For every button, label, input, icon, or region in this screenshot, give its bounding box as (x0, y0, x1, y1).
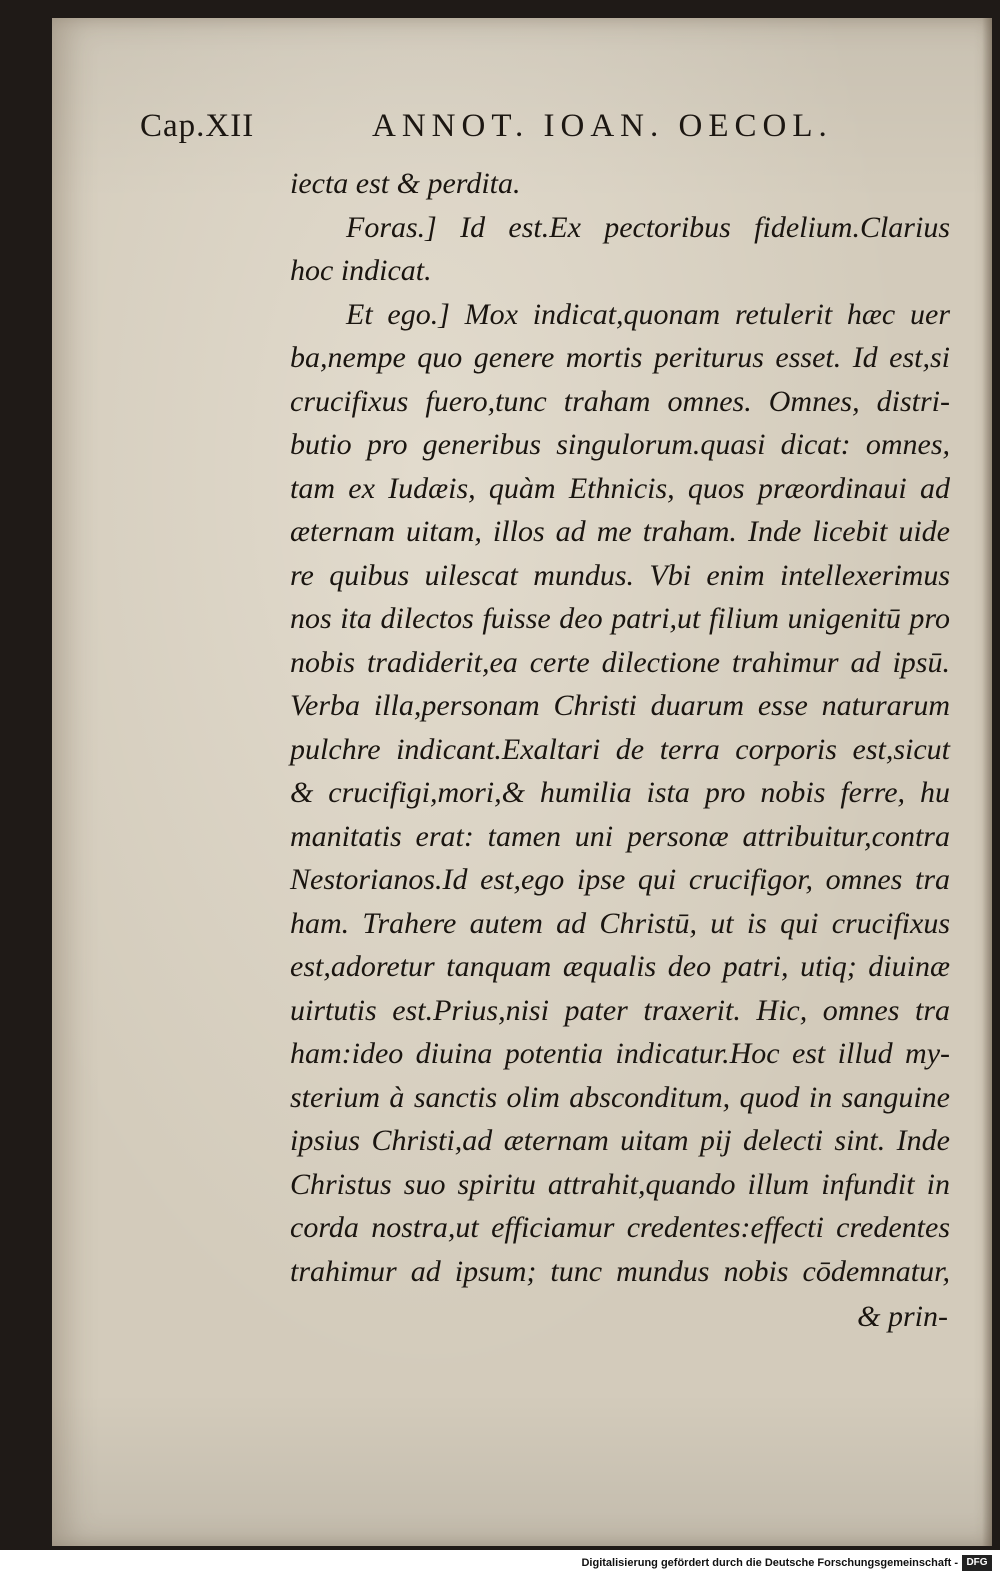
text-line: Nestorianos.Id est,ego ipse qui crucifigor, omnes tra (290, 863, 950, 896)
chapter-label: Cap.XII (140, 108, 255, 144)
text-line: tam ex Iudæis, quàm Ethnicis, quos præordinaui ad (290, 471, 950, 505)
text-line: ham. Trahere autem ad Christū, ut is qui crucifixus (290, 906, 950, 940)
running-head (140, 108, 960, 158)
text-line: hoc indicat. (290, 254, 432, 287)
text-line: manitatis erat: tamen uni personæ attribuitur,contra (290, 819, 950, 853)
text-line: nobis tradiderit,ea certe dilectione trahimur ad ipsū. (290, 645, 950, 679)
text-line: æternam uitam, illos ad me traham. Inde licebit uide (290, 515, 950, 548)
book-page (52, 18, 992, 1546)
text-line: uirtutis est.Prius,nisi pater traxerit. Hic, omnes tra (290, 993, 950, 1027)
text-line: ipsius Christi,ad æternam uitam pij delecti sint. Inde (290, 1124, 950, 1157)
dfg-logo: DFG (962, 1555, 992, 1571)
text-line: Et ego.] Mox indicat,quonam retulerit hæc uer (346, 297, 950, 331)
text-line: & crucifigi,mori,& humilia ista pro nobis ferre, hu (290, 776, 950, 809)
footer-credit: Digitalisierung gefördert durch die Deutsche Forschungsgemeinschaft - (581, 1557, 958, 1569)
text-line: ba,nempe quo genere mortis periturus esset. Id est,si (290, 341, 950, 374)
text-line: ham:ideo diuina potentia indicatur.Hoc est illud my- (290, 1037, 950, 1070)
catchword: & prin- (857, 1300, 948, 1333)
running-title: ANNOT. IOAN. OECOL. (372, 108, 833, 144)
text-line: re quibus uilescat mundus. Vbi enim intellexerimus (290, 558, 950, 592)
text-line: crucifixus fuero,tunc traham omnes. Omnes, distri- (290, 384, 950, 418)
body-text (290, 162, 950, 1293)
page-edge-shadow (982, 18, 992, 1546)
text-line: iecta est & perdita. (290, 167, 521, 200)
text-line: pulchre indicant.Exaltari de terra corporis est,sicut (290, 732, 950, 766)
text-line: corda nostra,ut efficiamur credentes:effecti credentes (290, 1211, 950, 1244)
text-line: Verba illa,personam Christi duarum esse naturarum (290, 689, 950, 722)
text-line: Christus suo spiritu attrahit,quando illum infundit in (290, 1167, 950, 1201)
text-line: butio pro generibus singulorum.quasi dicat: omnes, (290, 428, 950, 461)
text-line: sterium à sanctis olim absconditum, quod in sanguine (290, 1080, 950, 1114)
text-line: nos ita dilectos fuisse deo patri,ut filium unigenitū pro (290, 602, 950, 635)
text-line: Foras.] Id est.Ex pectoribus fidelium.Clarius (346, 210, 950, 244)
digitization-footer (0, 1550, 1000, 1578)
text-line: trahimur ad ipsum; tunc mundus nobis cōdemnatur, (290, 1254, 950, 1288)
text-line: est,adoretur tanquam æqualis deo patri, utiq; diuinæ (290, 950, 950, 983)
